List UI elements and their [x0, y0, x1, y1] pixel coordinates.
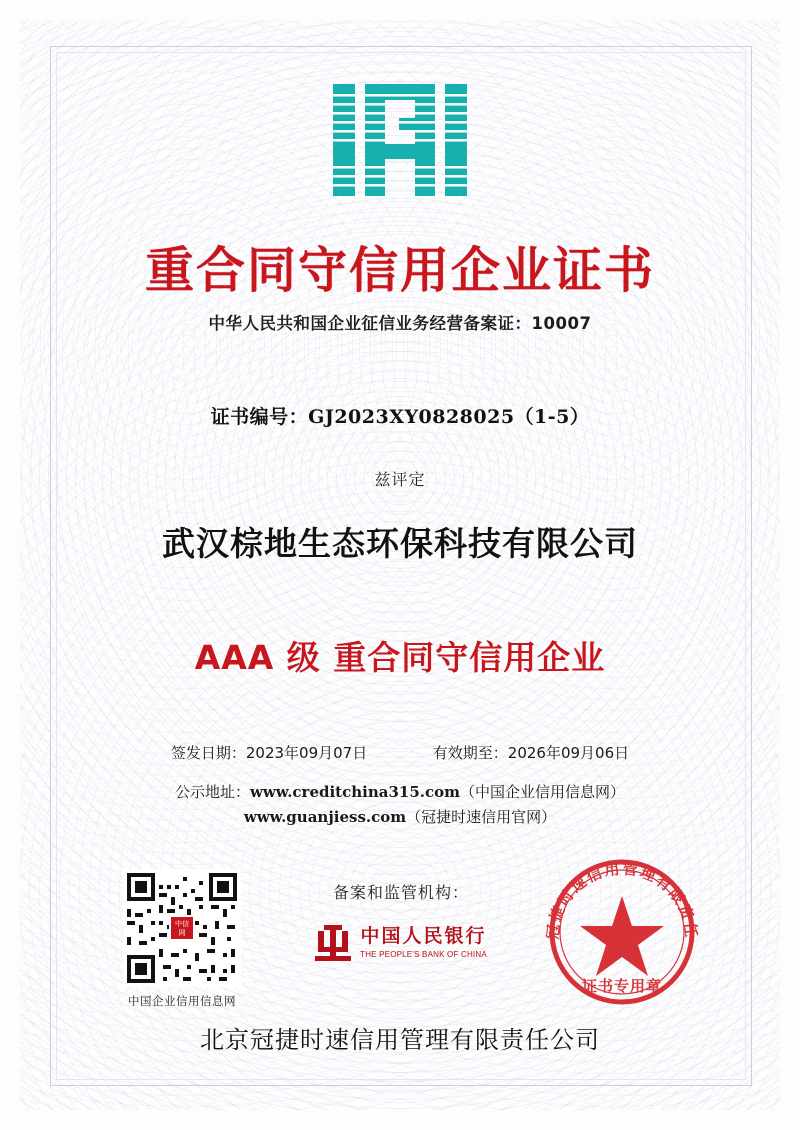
- issue-date: 签发日期：2023年09月07日: [170, 744, 368, 762]
- publicity-url-2-note: （冠捷时速信用官网）: [406, 808, 557, 826]
- publicity-line-1: [0, 780, 800, 805]
- award-title: AAA 级 重合同守信用企业: [194, 638, 606, 677]
- official-seal-icon: [536, 846, 708, 1018]
- svg-text:中信: 中信: [175, 920, 189, 928]
- qr-caption: 中国企业信用信息网: [128, 994, 236, 1008]
- certificate-main-title: 重合同守信用企业证书: [144, 242, 655, 299]
- publicity-url-1-note: （中国企业信用信息网）: [460, 783, 626, 801]
- dates-row: [0, 742, 800, 763]
- publicity-label: 公示地址：: [174, 783, 250, 801]
- hereby-label: 兹评定: [374, 470, 426, 489]
- qr-code-icon[interactable]: [123, 869, 241, 987]
- qr-block: [120, 869, 244, 1009]
- bank-name-block: [360, 926, 487, 959]
- company-name: 武汉棕地生态环保科技有限公司: [162, 524, 638, 563]
- certificate-number: 证书编号：GJ2023XY0828025（1-5）: [210, 406, 590, 428]
- publicity-url-1[interactable]: www.creditchina315.com: [249, 783, 461, 801]
- svg-text:证书专用章: 证书专用章: [581, 977, 663, 995]
- bank-row: [276, 923, 526, 961]
- logo-container: [0, 78, 800, 205]
- svg-text:网: 网: [178, 929, 186, 937]
- svg-text:北京冠捷时速信用管理有限责任公司: 冠捷时速信用管理有限责任: [543, 859, 701, 941]
- publicity-line-2: [0, 805, 800, 830]
- expiry-date: 有效期至：2026年09月06日: [432, 744, 630, 762]
- peoples-bank-of-china-emblem-icon: [315, 923, 351, 961]
- certificate-sub-title: 中华人民共和国企业征信业务经营备案证：10007: [208, 314, 592, 333]
- bank-name-cn: 中国人民银行: [360, 924, 487, 947]
- bank-name-en: THE PEOPLE'S BANK OF CHINA: [360, 949, 487, 959]
- publicity-urls: [0, 780, 800, 830]
- regulator-title: 备案和监管机构：: [332, 883, 469, 902]
- publicity-url-2[interactable]: www.guanjiess.com: [243, 808, 407, 826]
- issuer-name: 北京冠捷时速信用管理有限责任公司: [200, 1026, 600, 1054]
- regulator-block: [276, 880, 526, 961]
- teal-monogram-logo-icon: [325, 78, 475, 200]
